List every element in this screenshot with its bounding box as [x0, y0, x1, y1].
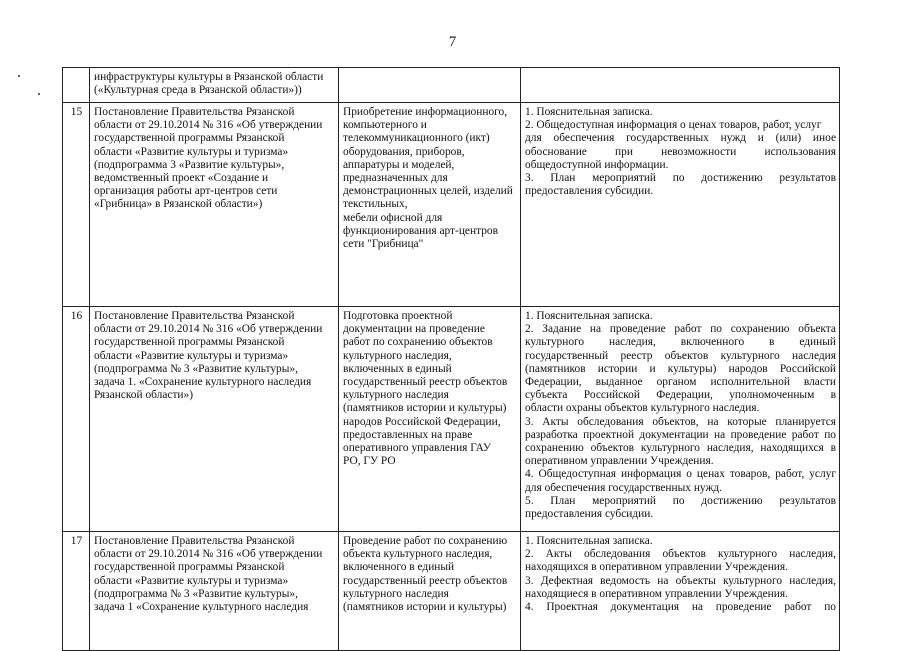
- required-documents-line: 3. Акты обследования объектов, на которые планируется: [525, 415, 836, 428]
- subsidy-purpose-line: объекта культурного наследия,: [343, 548, 493, 561]
- subsidy-purpose-line: функционирования арт-центров: [343, 224, 498, 237]
- legal-document-line: (подпрограмма 3 «Развитие культуры»,: [94, 158, 285, 171]
- required-documents-line: 1. Пояснительная записка.: [525, 310, 653, 322]
- row-number-cell: [63, 307, 90, 532]
- subsidy-purpose-line: народов Российской Федерации,: [343, 415, 501, 428]
- subsidy-purpose-line: работ по сохранению объектов: [343, 336, 493, 349]
- required-documents-line: государственный реестр объектов культурного наследия: [525, 349, 836, 362]
- legal-document-line: «Грибница» в Рязанской области»): [94, 198, 263, 211]
- legal-document-line: области от 29.10.2014 № 316 «Об утверждении: [94, 119, 323, 132]
- subsidy-purpose-line: (памятников истории и культуры): [343, 601, 507, 614]
- subsidy-purpose-line: включенных в единый: [343, 362, 452, 375]
- legal-document-line: Постановление Правительства Рязанской: [94, 535, 295, 547]
- legal-document-line: области «Развитие культуры и туризма»: [94, 145, 289, 158]
- legal-document-line: государственной программы Рязанской: [94, 336, 285, 349]
- legal-document-line: Постановление Правительства Рязанской: [94, 310, 295, 322]
- subsidy-purpose-line: Проведение работ по сохранению: [343, 535, 508, 547]
- required-documents-line: 2. Задание на проведение работ по сохранению объекта: [525, 323, 836, 336]
- required-documents-cell: [521, 68, 840, 103]
- required-documents-line: 1. Пояснительная записка.: [525, 106, 653, 118]
- required-documents-line: области охраны объектов культурного наследия.: [525, 402, 760, 415]
- required-documents-cell: [521, 103, 840, 307]
- subsidy-purpose-line: культурного наследия: [343, 389, 449, 402]
- subsidy-purpose-line: аппаратуры и моделей,: [343, 158, 455, 171]
- row-number: 15: [70, 106, 83, 118]
- table-row: [63, 103, 840, 307]
- subsidy-purpose-line: предназначенных для: [343, 172, 448, 185]
- required-documents-cell: [521, 532, 840, 651]
- subsidy-purpose-line: оборудования, приборов,: [343, 145, 465, 158]
- required-documents-line: 2. Общедоступная информация о ценах товаров, работ, услуг: [525, 119, 822, 132]
- legal-document-line: задача 1. «Сохранение культурного наследия: [94, 376, 312, 389]
- required-documents-line: находящиеся в оперативном управлении Учреждения.: [525, 587, 788, 600]
- subsidy-purpose-line: текстильных,: [343, 198, 408, 211]
- subsidy-purpose-line: компьютерного и: [343, 119, 427, 132]
- required-documents-line: обоснование при невозможности использования: [525, 145, 836, 158]
- legal-document-line: области «Развитие культуры и туризма»: [94, 574, 289, 587]
- legal-document-line: задача 1 «Сохранение культурного наследия: [94, 601, 309, 614]
- required-documents-line: 3. Дефектная ведомость на объекты культурного наследия,: [525, 574, 836, 587]
- required-documents-line: 3. План мероприятий по достижению результатов: [525, 172, 836, 185]
- row-number: 17: [70, 535, 83, 547]
- required-documents-line: субъекта Российской Федерации, уполномоченным в: [525, 389, 836, 402]
- required-documents-line: Федерации, выданное органом исполнительной власти: [525, 376, 836, 389]
- legal-document-line: Рязанской области»): [94, 389, 194, 402]
- required-documents-line: находящихся в оперативном управлении Учреждения.: [525, 561, 788, 574]
- legal-document-line: (подпрограмма № 3 «Развитие культуры»,: [94, 587, 298, 600]
- required-documents-line: предоставления субсидии.: [525, 185, 654, 198]
- required-documents-line: 4. Общедоступная информация о ценах товаров, работ, услуг: [525, 468, 836, 481]
- required-documents-line: оперативном управлении Учреждения.: [525, 455, 714, 468]
- required-documents-line: 4. Проектная документация на проведение работ по: [525, 601, 836, 614]
- legal-document-cell: [90, 68, 339, 103]
- legal-document-line: государственной программы Рязанской: [94, 561, 285, 574]
- required-documents-line: предоставления субсидии.: [525, 508, 654, 521]
- legal-document-line: организация работы арт-центров сети: [94, 185, 278, 198]
- table-row: [63, 532, 840, 651]
- subsidy-documents-table: [62, 67, 840, 651]
- legal-document-line: Постановление Правительства Рязанской: [94, 106, 295, 118]
- required-documents-cell: [521, 307, 840, 532]
- required-documents-line: для обеспечения государственных нужд.: [525, 481, 722, 494]
- subsidy-purpose-line: включенного в единый: [343, 561, 455, 574]
- scan-speck: [38, 93, 40, 95]
- legal-document-cell: [90, 532, 339, 651]
- subsidy-purpose-line: демонстрационных целей, изделий: [343, 185, 513, 198]
- subsidy-purpose-line: Подготовка проектной: [343, 310, 453, 322]
- row-number: 16: [70, 310, 83, 322]
- legal-document-line: инфраструктуры культуры в Рязанской области: [94, 71, 324, 83]
- legal-document-line: («Культурная среда в Рязанской области»)): [94, 84, 302, 97]
- subsidy-purpose-line: (памятников истории и культуры): [343, 402, 507, 415]
- subsidy-purpose-cell: [339, 532, 521, 651]
- subsidy-purpose-line: сети "Грибница": [343, 238, 424, 251]
- subsidy-purpose-cell: [339, 307, 521, 532]
- row-number-cell: [63, 68, 90, 103]
- legal-document-line: области от 29.10.2014 № 316 «Об утверждении: [94, 548, 323, 561]
- subsidy-purpose-cell: [339, 103, 521, 307]
- legal-document-line: области от 29.10.2014 № 316 «Об утверждении: [94, 323, 323, 336]
- row-number-cell: [63, 103, 90, 307]
- legal-document-line: ведомственный проект «Создание и: [94, 172, 269, 185]
- subsidy-purpose-line: оперативного управления ГАУ: [343, 442, 491, 455]
- required-documents-line: 1. Пояснительная записка.: [525, 535, 653, 547]
- row-number-cell: [63, 532, 90, 651]
- legal-document-cell: [90, 103, 339, 307]
- subsidy-purpose-line: культурного наследия,: [343, 349, 452, 362]
- legal-document-line: (подпрограмма № 3 «Развитие культуры»,: [94, 362, 298, 375]
- table-row: [63, 68, 840, 103]
- subsidy-purpose-line: государственный реестр объектов: [343, 376, 508, 389]
- required-documents-line: 2. Акты обследования объектов культурного наследия,: [525, 548, 836, 561]
- table-row: [63, 307, 840, 532]
- subsidy-purpose-line: Приобретение информационного,: [343, 106, 508, 118]
- subsidy-purpose-line: мебели офисной для: [343, 211, 443, 224]
- legal-document-line: области «Развитие культуры и туризма»: [94, 349, 289, 362]
- scan-speck: [18, 75, 20, 77]
- subsidy-purpose-line: РО, ГУ РО: [343, 455, 396, 468]
- required-documents-line: 5. План мероприятий по достижению результатов: [525, 494, 836, 507]
- subsidy-purpose-line: государственный реестр объектов: [343, 574, 508, 587]
- required-documents-line: разработка проектной документации на проведение работ по: [525, 428, 836, 441]
- page-number: 7: [448, 34, 457, 50]
- subsidy-purpose-line: телекоммуникационного (икт): [343, 132, 490, 145]
- subsidy-purpose-line: культурного наследия: [343, 587, 449, 600]
- subsidy-purpose-cell: [339, 68, 521, 103]
- required-documents-line: для обеспечения государственных нужд и (или) иное: [525, 132, 836, 145]
- legal-document-cell: [90, 307, 339, 532]
- legal-document-line: государственной программы Рязанской: [94, 132, 285, 145]
- subsidy-purpose-line: документации на проведение: [343, 323, 485, 336]
- required-documents-line: сохранению объектов культурного наследия, находящихся в: [525, 442, 836, 455]
- required-documents-line: (памятников истории и культуры) народов Российской: [525, 362, 836, 375]
- required-documents-line: культурного наследия, включенного в единый: [525, 336, 836, 349]
- required-documents-line: общедоступной информации.: [525, 158, 669, 171]
- subsidy-purpose-line: предоставленных на праве: [343, 428, 473, 441]
